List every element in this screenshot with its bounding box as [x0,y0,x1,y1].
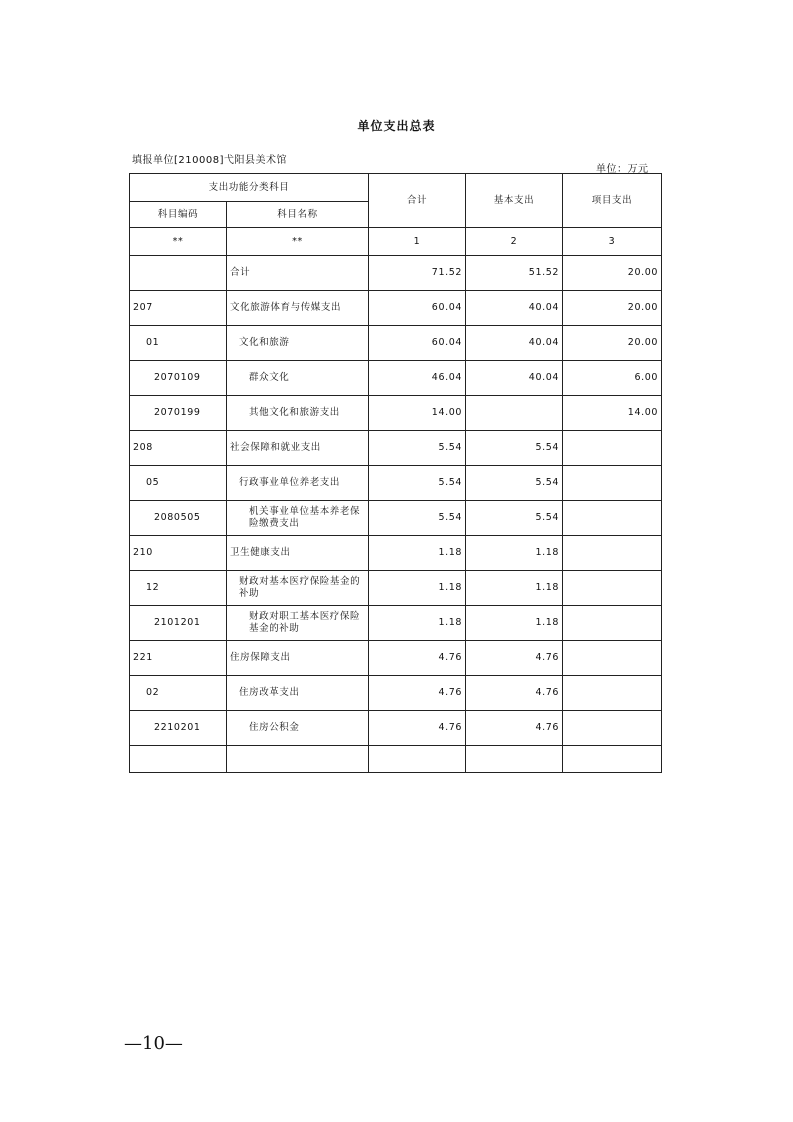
header-subject-name: 科目名称 [227,202,369,228]
reporting-unit-label: 填报单位[210008]弋阳县美术馆 [132,155,287,166]
cell-project [563,501,662,536]
cell-basic: 4.76 [466,641,563,676]
page-number: —10— [124,1033,183,1054]
cell-name: 群众文化 [227,361,369,396]
cell-empty [563,746,662,773]
cell-basic: 1.18 [466,536,563,571]
table-row-blank [130,746,662,773]
cell-project: 20.00 [563,326,662,361]
cell-basic: 51.52 [466,256,563,291]
cell-total: 4.76 [369,641,466,676]
cell-project [563,466,662,501]
cell-basic: 1.18 [466,571,563,606]
cell-name: 其他文化和旅游支出 [227,396,369,431]
table-row [130,606,662,641]
table-row [130,536,662,571]
cell-project [563,431,662,466]
cell-project [563,571,662,606]
cell-project: 20.00 [563,256,662,291]
cell-code: 210 [130,536,227,571]
header-basic-expenditure: 基本支出 [466,174,563,228]
table-row [130,396,662,431]
table-row [130,361,662,396]
cell-empty [466,746,563,773]
header-total: 合计 [369,174,466,228]
cell-code: 2080505 [130,501,227,536]
cell-code: 2070199 [130,396,227,431]
cell-total: 60.04 [369,291,466,326]
table-row [130,326,662,361]
table-row [130,711,662,746]
cell-basic: 40.04 [466,291,563,326]
cell-code: 207 [130,291,227,326]
cell-code: 12 [130,571,227,606]
cell-basic: 1.18 [466,606,563,641]
cell-total: 4.76 [369,676,466,711]
cell-total: 1.18 [369,536,466,571]
cell-name: 文化旅游体育与传媒支出 [227,291,369,326]
cell-basic: 5.54 [466,501,563,536]
header-project-expenditure: 项目支出 [563,174,662,228]
cell-basic: 5.54 [466,466,563,501]
index-row [130,228,662,256]
cell-code [130,256,227,291]
cell-code: 2070109 [130,361,227,396]
cell-name: 卫生健康支出 [227,536,369,571]
header-row-1 [130,174,662,202]
cell-code: 2210201 [130,711,227,746]
cell-total: 46.04 [369,361,466,396]
cell-total: 14.00 [369,396,466,431]
cell-basic: 5.54 [466,431,563,466]
table-row [130,466,662,501]
cell-total: 5.54 [369,466,466,501]
cell-project: 14.00 [563,396,662,431]
index-name: ** [227,228,369,256]
cell-total: 5.54 [369,431,466,466]
cell-project [563,606,662,641]
table-row [130,641,662,676]
cell-name: 财政对职工基本医疗保险基金的补助 [227,606,369,641]
index-code: ** [130,228,227,256]
cell-project: 6.00 [563,361,662,396]
cell-code: 2101201 [130,606,227,641]
index-basic: 2 [466,228,563,256]
cell-name: 社会保障和就业支出 [227,431,369,466]
cell-name: 文化和旅游 [227,326,369,361]
cell-total: 1.18 [369,571,466,606]
cell-total: 4.76 [369,711,466,746]
cell-total: 60.04 [369,326,466,361]
cell-code: 208 [130,431,227,466]
cell-total: 1.18 [369,606,466,641]
table-row [130,676,662,711]
cell-name: 住房公积金 [227,711,369,746]
cell-name: 住房改革支出 [227,676,369,711]
cell-project [563,536,662,571]
cell-code: 221 [130,641,227,676]
table-row [130,571,662,606]
cell-total: 71.52 [369,256,466,291]
cell-name: 住房保障支出 [227,641,369,676]
cell-basic: 40.04 [466,326,563,361]
table-row [130,291,662,326]
cell-total: 5.54 [369,501,466,536]
cell-basic: 4.76 [466,676,563,711]
cell-name: 财政对基本医疗保险基金的补助 [227,571,369,606]
expenditure-summary-table [129,173,662,773]
cell-code: 02 [130,676,227,711]
table-row [130,431,662,466]
cell-code: 05 [130,466,227,501]
cell-basic [466,396,563,431]
cell-project [563,711,662,746]
cell-empty [227,746,369,773]
index-project: 3 [563,228,662,256]
cell-name: 合计 [227,256,369,291]
currency-unit-label: 单位：万元 [596,164,649,175]
page-title: 单位支出总表 [357,119,436,133]
cell-project [563,676,662,711]
cell-name: 机关事业单位基本养老保险缴费支出 [227,501,369,536]
cell-name: 行政事业单位养老支出 [227,466,369,501]
index-total: 1 [369,228,466,256]
cell-empty [369,746,466,773]
cell-project: 20.00 [563,291,662,326]
cell-project [563,641,662,676]
cell-basic: 4.76 [466,711,563,746]
table-row-total [130,256,662,291]
cell-code: 01 [130,326,227,361]
header-functional-classification: 支出功能分类科目 [130,174,369,202]
header-subject-code: 科目编码 [130,202,227,228]
cell-empty [130,746,227,773]
cell-basic: 40.04 [466,361,563,396]
table-row [130,501,662,536]
